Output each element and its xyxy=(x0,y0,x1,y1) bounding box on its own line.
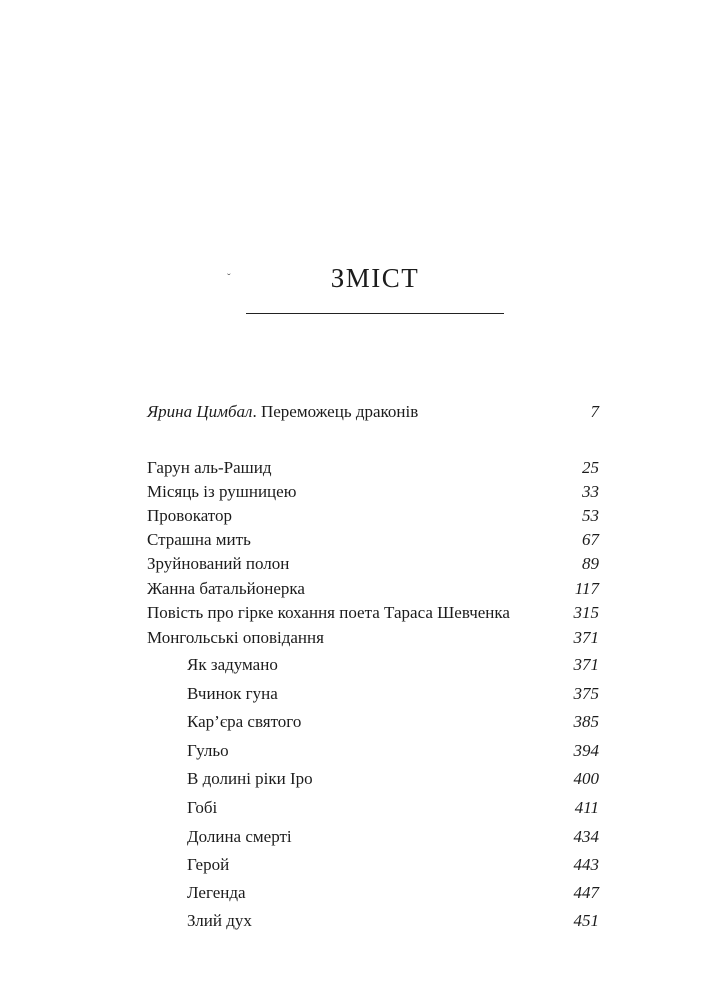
toc-sub-entry xyxy=(147,796,599,820)
toc-entry xyxy=(147,601,599,625)
toc-entry-title: Страшна мить xyxy=(147,530,251,549)
toc-sub-entry xyxy=(147,881,599,905)
toc-entry-intro-title: . Переможець драконів xyxy=(252,402,419,421)
toc-sub-entry xyxy=(147,682,599,706)
toc-sub-entry xyxy=(147,739,599,763)
toc-sub-entry xyxy=(147,653,599,677)
toc-entry-intro xyxy=(147,400,599,424)
toc-entry-title: Долина смерті xyxy=(187,827,292,846)
toc-entry-page: 53 xyxy=(582,506,599,525)
print-mark: ˇ xyxy=(227,272,231,284)
toc-entry-title: Жанна батальйонерка xyxy=(147,579,305,598)
toc-entry-title: Провокатор xyxy=(147,506,232,525)
toc-entry-page: 7 xyxy=(590,402,599,421)
toc-entry xyxy=(147,552,599,576)
toc-entry-page: 33 xyxy=(582,482,599,501)
toc-entry-title: Як задумано xyxy=(187,655,278,674)
toc-entry-page: 400 xyxy=(573,769,599,788)
toc-entry-title: Гарун аль-Рашид xyxy=(147,458,272,477)
toc-entry-page: 443 xyxy=(573,855,599,874)
toc-entry-page: 451 xyxy=(573,911,599,930)
toc-entry-title: Гобі xyxy=(187,798,218,817)
toc-entry-title: Гульо xyxy=(187,741,229,760)
toc-entry-title: Герой xyxy=(187,855,230,874)
toc-sub-entry xyxy=(147,909,599,933)
toc-entry-page: 375 xyxy=(573,684,599,703)
toc-entry-page: 434 xyxy=(573,827,599,846)
toc-sub-entry xyxy=(147,825,599,849)
toc-entry-page: 371 xyxy=(573,628,599,647)
toc-entry-page: 411 xyxy=(574,798,599,817)
toc-entry-title: Кар’єра святого xyxy=(187,712,302,731)
toc-entry-page: 315 xyxy=(573,603,599,622)
toc-sub-entry xyxy=(147,853,599,877)
toc-entry-title: Вчинок гуна xyxy=(187,684,278,703)
toc-entry-title: В долині ріки Іро xyxy=(187,769,313,788)
toc-entry xyxy=(147,480,599,504)
toc-entry-author: Ярина Цимбал xyxy=(147,402,253,421)
title-divider xyxy=(246,313,504,314)
toc-entry-page: 394 xyxy=(573,741,599,760)
toc-entry xyxy=(147,528,599,552)
toc-entry xyxy=(147,504,599,528)
toc-entry-page: 117 xyxy=(574,579,599,598)
toc-entry xyxy=(147,456,599,480)
toc-entry-title: Легенда xyxy=(187,883,246,902)
page-title: ЗМІСТ xyxy=(330,263,420,293)
toc-entry-title xyxy=(147,400,418,424)
toc-entry-page: 371 xyxy=(573,655,599,674)
toc-entry-title: Монгольські оповідання xyxy=(147,628,324,647)
toc-entry-page: 89 xyxy=(582,554,599,573)
toc-entry-title: Повість про гірке кохання поета Тараса Шевченка xyxy=(147,603,510,622)
toc-entry-page: 447 xyxy=(573,883,599,902)
toc-sub-entry xyxy=(147,710,599,734)
toc-entry-title: Місяць із рушницею xyxy=(147,482,297,501)
toc-entry-page: 25 xyxy=(582,458,599,477)
toc-entry xyxy=(147,626,599,650)
toc-entry-page: 67 xyxy=(582,530,599,549)
toc-entry xyxy=(147,577,599,601)
toc-entry-title: Злий дух xyxy=(187,911,252,930)
toc-entry-title: Зруйнований полон xyxy=(147,554,290,573)
toc-sub-entry xyxy=(147,767,599,791)
toc-entry-page: 385 xyxy=(573,712,599,731)
